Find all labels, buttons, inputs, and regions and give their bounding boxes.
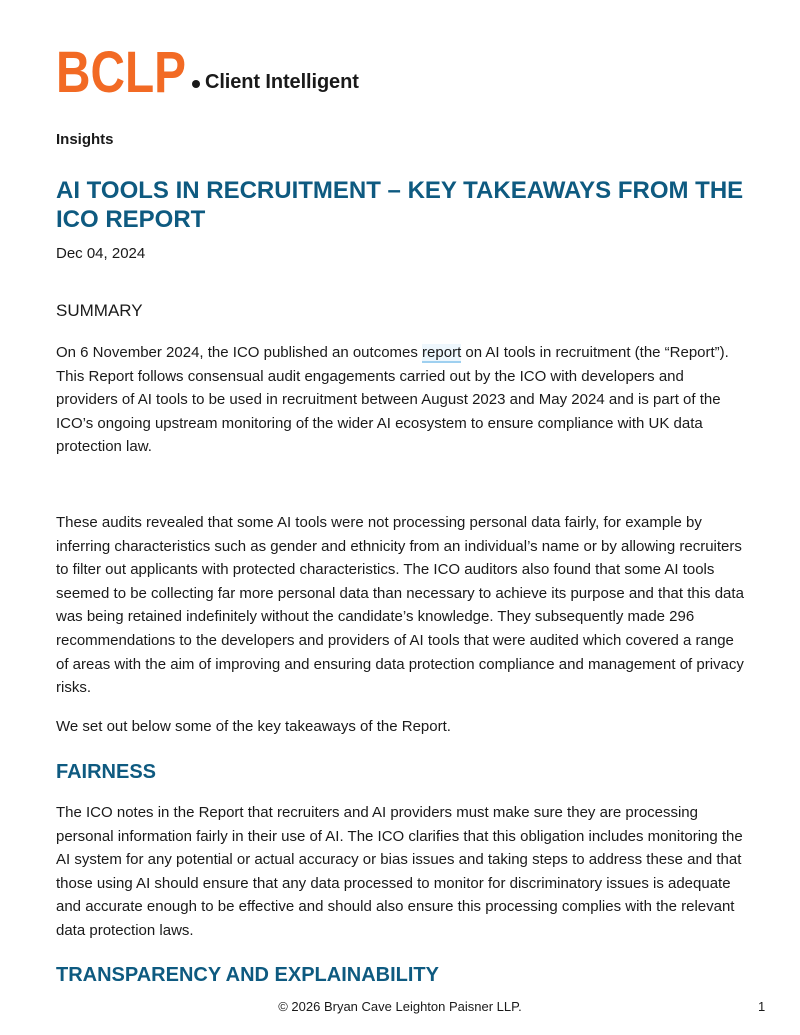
summary-paragraph (56, 341, 746, 459)
bclp-logo[interactable] (56, 40, 359, 105)
summary-text-after-link: on AI tools in recruitment (the “Report”). This Report follows consensual audit engagements carried out by the ICO with developers and providers of AI tools to be used in recruitment between August 2023 and May 2024 and is part of the ICO’s ongoing upstream monitoring of the wider AI ecosystem to ensure compliance with UK data protection law. (56, 344, 729, 456)
category-label: Insights (56, 131, 114, 148)
summary-heading: SUMMARY (56, 301, 143, 320)
bclp-logo-mark (56, 40, 188, 105)
article-title: AI TOOLS IN RECRUITMENT – KEY TAKEAWAYS FROM THE ICO REPORT (56, 177, 744, 233)
logo-wordmark: BCLP (56, 40, 186, 105)
report-link[interactable]: report (422, 344, 462, 361)
takeaways-intro-paragraph: We set out below some of the key takeaways of the Report. (56, 718, 451, 735)
logo-tagline: Client Intelligent (205, 71, 359, 93)
fairness-heading: FAIRNESS (56, 761, 157, 783)
footer-copyright: © 2026 Bryan Cave Leighton Paisner LLP. (278, 999, 522, 1014)
fairness-paragraph: The ICO notes in the Report that recruiters and AI providers must make sure they are processing personal information fairly in their use of AI. The ICO clarifies that this obligation includes monitoring the AI system for any potential or actual accuracy or bias issues and taking steps to address these and that those using AI should ensure that any data processed to monitor for discriminatory issues is adequate and accurate enough to be effective and should also ensure this processing complies with the relevant data protection laws. (56, 804, 743, 939)
page-number: 1 (758, 999, 766, 1014)
logo-dot (192, 80, 200, 88)
transparency-heading: TRANSPARENCY AND EXPLAINABILITY (56, 964, 439, 986)
summary-text-before-link: On 6 November 2024, the ICO published an outcomes (56, 344, 423, 361)
audits-paragraph: These audits revealed that some AI tools were not processing personal data fairly, for example by inferring characteristics such as gender and ethnicity from an individual’s name or by allowing recruiters to filter out applicants with protected characteristics. The ICO auditors also found that some AI tools seemed to be collecting far more personal data than necessary to achieve its purpose and that this data was being retained indefinitely without the candidate’s knowledge. They subsequently made 296 recommendations to the developers and providers of AI tools that were audited which covered a range of areas with the aim of improving and ensuring data protection compliance and management of privacy risks. (56, 514, 744, 697)
publish-date: Dec 04, 2024 (56, 245, 146, 262)
